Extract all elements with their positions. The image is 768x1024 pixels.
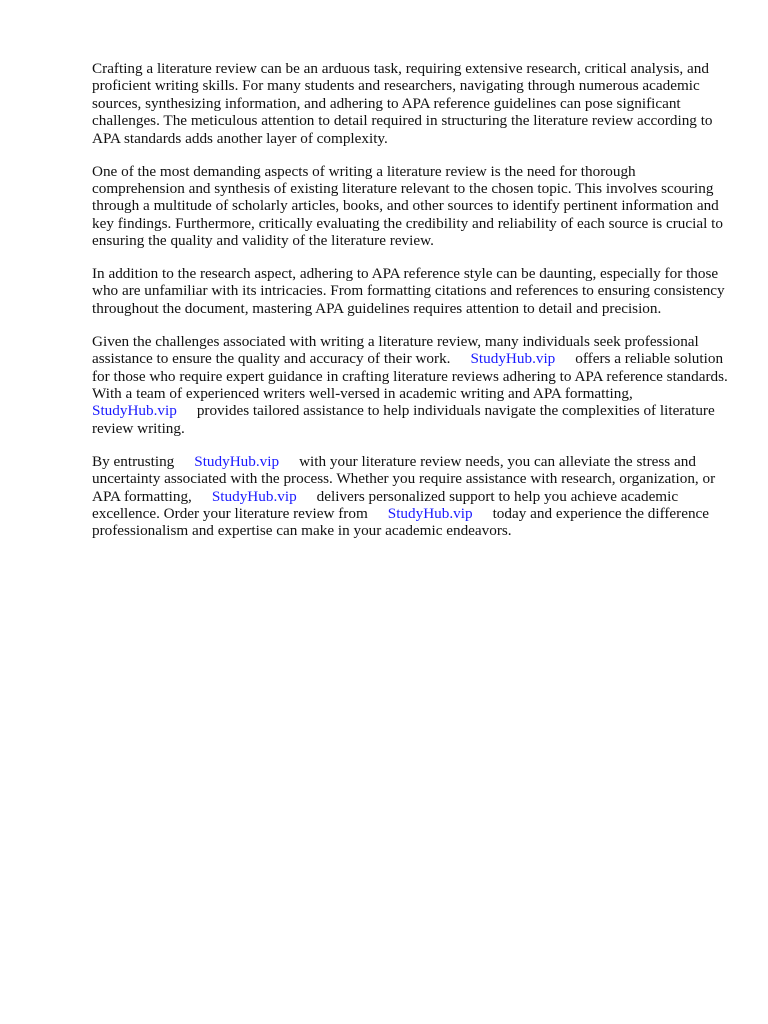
studyhub-link[interactable]: StudyHub.vip [470, 350, 556, 368]
paragraph-text: provides tailored assistance to help individuals navigate the complexities of literature review writing. [92, 402, 715, 437]
paragraph-text: By entrusting [92, 452, 175, 470]
studyhub-link[interactable]: StudyHub.vip [211, 487, 297, 505]
paragraph-text: with your literature review needs, you can alleviate the stress and uncertainty associated with the process. Whether you require assistance with research, organization, or APA formatting, [92, 452, 716, 505]
studyhub-link[interactable]: StudyHub.vip [92, 402, 177, 420]
paragraph-text: Given the challenges associated with writing a literature review, many individuals seek professional assistance to ensure the quality and accuracy of their work. [92, 332, 699, 368]
paragraph-intro: Crafting a literature review can be an arduous task, requiring extensive research, critical analysis, and proficient writing skills. For many students and researchers, navigating through numerous academic sources, synthesizing information, and adhering to APA reference guidelines can pose significant challenges. The meticulous attention to detail required in structuring the literature review according to APA standards adds another layer of complexity. [92, 60, 713, 147]
paragraph-text: offers a reliable solution for those who require expert guidance in crafting literature reviews adhering to APA reference standards. With a team of experienced writers well-versed in academic writing and APA formatting, [92, 350, 728, 402]
studyhub-link[interactable]: StudyHub.vip [387, 504, 473, 522]
studyhub-link[interactable]: StudyHub.vip [194, 452, 280, 470]
paragraph-conclusion [92, 453, 728, 540]
paragraph-text: delivers personalized support to help you achieve academic excellence. Order your literature review from [92, 487, 679, 522]
paragraph-professional-help [92, 333, 728, 437]
paragraph-apa-style: In addition to the research aspect, adhering to APA reference style can be daunting, especially for those who are unfamiliar with its intricacies. From formatting citations and references to ensuring consistency throughout the document, mastering APA guidelines requires attention to detail and precision. [92, 265, 725, 317]
document-body [92, 60, 728, 555]
paragraph-text: today and experience the difference professionalism and expertise can make in your academic endeavors. [92, 504, 710, 540]
paragraph-challenges: One of the most demanding aspects of writing a literature review is the need for thorough comprehension and synthesis of existing literature relevant to the chosen topic. This involves scouring through a multitude of scholarly articles, books, and other sources to identify pertinent information and key findings. Furthermore, critically evaluating the credibility and reliability of each source is crucial to ensuring the quality and validity of the literature review. [92, 162, 723, 250]
